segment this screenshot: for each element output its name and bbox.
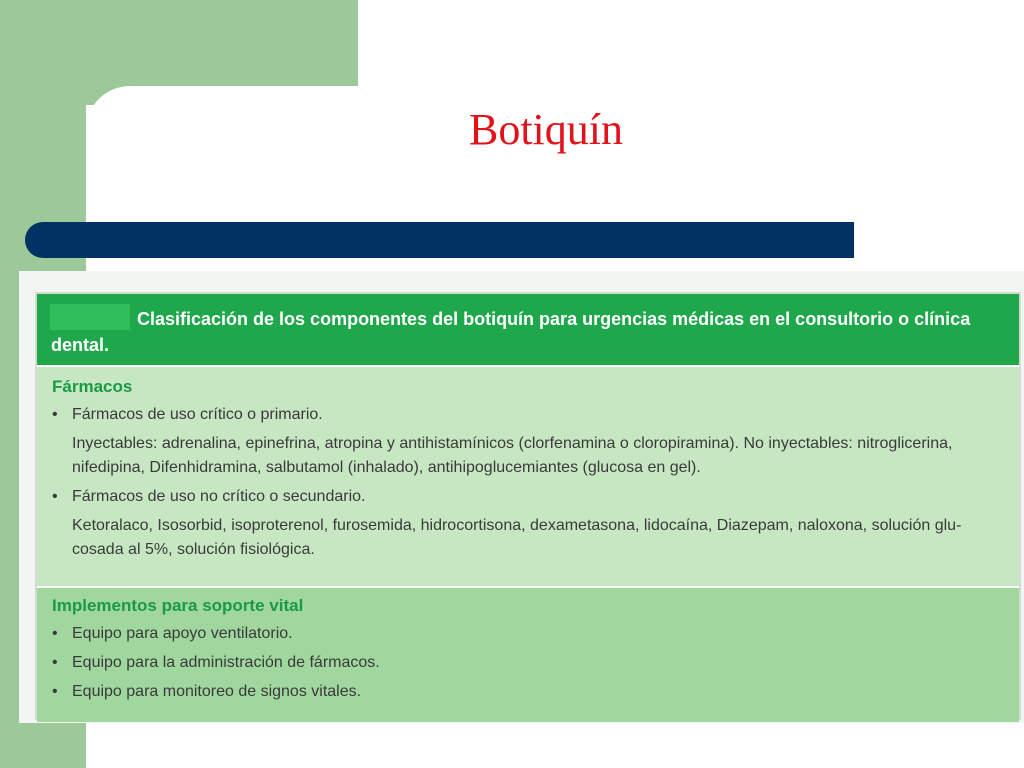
table-header-text: Clasificación de los componentes del botiquín para urgencias médicas en el consultorio o clínica dental. <box>51 309 971 355</box>
section-heading: Implementos para soporte vital <box>52 596 304 615</box>
section-heading: Fármacos <box>52 377 133 396</box>
slide-title: Botiquín <box>468 105 624 154</box>
bullet-icon: • <box>52 654 58 671</box>
list-item <box>52 404 1019 426</box>
table-header <box>37 294 1019 367</box>
list-item-label: Equipo para apoyo ventilatorio. <box>72 625 293 642</box>
title-underline-bar <box>25 222 854 258</box>
list-item <box>52 623 1019 645</box>
list-item-label: Fármacos de uso crítico o primario. <box>72 406 323 423</box>
bullet-icon: • <box>52 488 58 505</box>
section-implementos <box>37 588 1019 722</box>
section-farmacos <box>37 367 1019 588</box>
bullet-icon: • <box>52 683 58 700</box>
classification-table <box>35 292 1021 720</box>
list-item <box>52 652 1019 674</box>
bullet-icon: • <box>52 406 58 423</box>
list-item <box>52 681 1019 703</box>
list-item-label: Fármacos de uso no crítico o secundario. <box>72 488 366 505</box>
list-item-label: Equipo para la administración de fármacos. <box>72 654 380 671</box>
list-item <box>52 486 1019 508</box>
bullet-icon: • <box>52 625 58 642</box>
list-item-detail: Inyectables: adrenalina, epinefrina, atropina y antihistamínicos (clorfenamina o cloropiramina). No inyectables: nitroglicerina, nifedipina, Difenhidramina, salbutamol (inhalado), antihipoglucemiantes (glucosa en gel). <box>72 435 953 476</box>
list-item-label: Equipo para monitoreo de signos vitales. <box>72 683 362 700</box>
list-item-detail: Ketoralaco, Isosorbid, isoproterenol, furosemida, hidrocortisona, dexametasona, lidocaína, Diazepam, naloxona, solución glu-cosada al 5%, solución fisiológica. <box>72 517 962 558</box>
